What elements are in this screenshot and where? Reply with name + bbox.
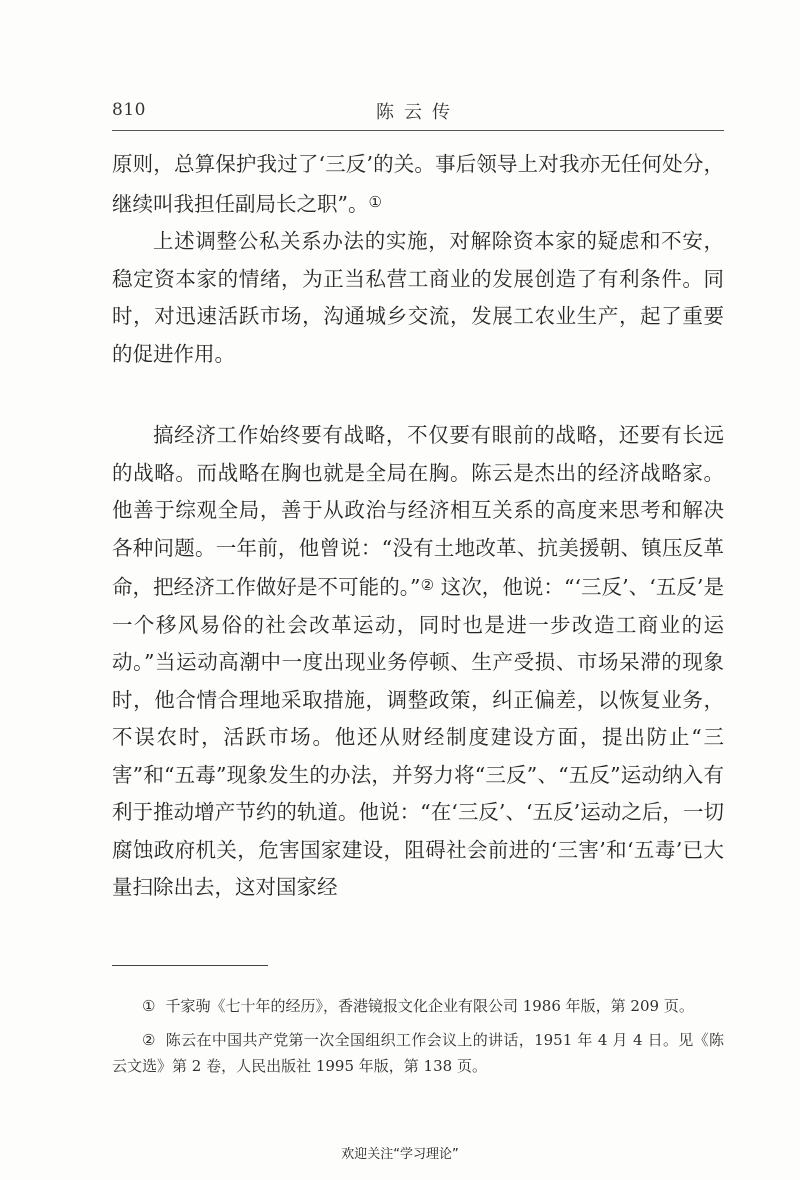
page-number: 810 bbox=[112, 100, 146, 120]
paragraph-2: 上述调整公私关系办法的实施，对解除资本家的疑虑和不安，稳定资本家的情绪，为正当私营工商业的发展创造了有利条件。同时，对迅速活跃市场，沟通城乡交流，发展工农业生产，起了重要的促进作用。 bbox=[112, 229, 724, 366]
header-rule bbox=[112, 130, 724, 131]
footnote-2-marker: ② bbox=[142, 1031, 156, 1049]
paragraph-1-text: 原则，总算保护我过了‘三反’的关。事后领导上对我亦无任何处分，继续叫我担任副局长之职”。 bbox=[112, 152, 724, 216]
footnote-1-marker: ① bbox=[142, 997, 156, 1015]
footnote-2 bbox=[112, 1027, 724, 1079]
page-header bbox=[112, 96, 724, 132]
footnote-1-text: 千家驹《七十年的经历》，香港镜报文化企业有限公司 1986 年版，第 209 页。 bbox=[165, 997, 694, 1015]
footnote-1 bbox=[112, 993, 724, 1019]
footnote-ref-2: ② bbox=[420, 576, 435, 594]
paragraph-3 bbox=[112, 417, 724, 907]
paragraph-3-text-a: 搞经济工作始终要有战略，不仅要有眼前的战略，还要有长远的战略。而战略在胸也就是全局在胸。陈云是杰出的经济战略家。他善于综观全局，善于从政治与经济相互关系的高度来思考和解决各种问题。一年前，他曾说：“没有土地改革、抗美援朝、镇压反革命，把经济工作做好是不可能的。” bbox=[112, 423, 724, 599]
paragraph-1 bbox=[112, 146, 724, 223]
body-text bbox=[112, 146, 724, 907]
footnote-rule bbox=[112, 965, 268, 966]
paragraph-3-text-b: 这次，他说：“‘三反’、‘五反’是一个移风易俗的社会改革运动，同时也是进一步改造工商业的运动。”当运动高潮中一度出现业务停顿、生产受损、市场呆滞的现象时，他合情合理地采取措施，调整政策，纠正偏差，以恢复业务，不误农时，活跃市场。他还从财经制度建设方面，提出防止“三害”和“五毒”现象发生的办法，并努力将“三反”、“五反”运动纳入有利于推动增产节约的轨道。他说：“在‘三反’、‘五反’运动之后，一切腐蚀政府机关，危害国家建设，阻碍社会前进的‘三害’和‘五毒’已大量扫除出去，这对国家经 bbox=[112, 575, 725, 899]
footnotes bbox=[112, 993, 724, 1087]
footer-banner: 欢迎关注“学习理论” bbox=[341, 1147, 459, 1162]
section-break bbox=[112, 373, 724, 417]
running-title: 陈云传 bbox=[376, 102, 460, 123]
footnote-2-text: 陈云在中国共产党第一次全国组织工作会议上的讲话，1951 年 4 月 4 日。见《陈云文选》第 2 卷，人民出版社 1995 年版，第 138 页。 bbox=[112, 1031, 724, 1075]
footnote-ref-1: ① bbox=[368, 192, 382, 211]
